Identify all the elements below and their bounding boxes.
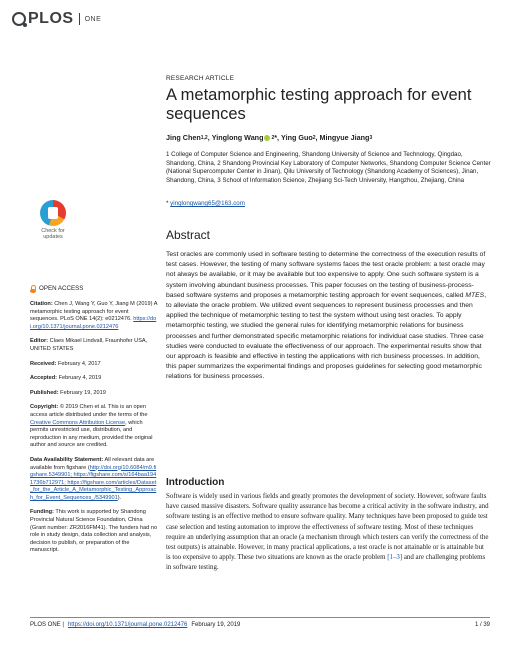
- author-name: [212, 133, 264, 142]
- data-availability-link[interactable]: http://doi.org/10.6084/m9.figshare.5349901; https://figshare.com/s/164baa1941736b712971; https://figshare.com/articles/Dataset_for_the_Article_A_Metamorphic_Testing_Approach_for_Event_Sequences_/5349901: [30, 464, 157, 501]
- footer-journal: PLOS ONE |: [30, 622, 64, 628]
- badge-label: Check for updates: [41, 228, 65, 241]
- footer-doi-link[interactable]: https://doi.org/10.1371/journal.pone.0212476: [67, 622, 188, 628]
- footer-date: February 19, 2019: [191, 622, 241, 628]
- abstract-text: Test oracles are commonly used in software testing to determine the correctness of the execution results of test cases. However, the testing of many software systems faces the test oracle problem: a test oracle may not always be available, or it may be available but too expensive to apply. One such software system is a system involving abundant business processes. This paper focuses on the testing of business-process-based software systems and proposes a metamorphic testing approach for event sequences, called MTES, to alleviate the oracle problem. We utilized event sequences to represent business processes and then applied the technique of metamorphic testing to test the system without using test oracles. To apply metamorphic testing, we studied the general rules for identifying metamorphic relations for business processes and further demonstrated specific metamorphic relations for individual case studies. Three case studies were conducted to evaluate the effectiveness of our approach. The experimental results show that our approach is feasible and effective in testing the applications with rich business processes. In addition, this paper summarizes the experimental findings and proposes guidelines for selecting good metamorphic relations for business processes.: [166, 251, 487, 381]
- check-for-updates-badge[interactable]: [38, 200, 68, 250]
- published-date: Published: February 19, 2019: [30, 389, 106, 396]
- author-affiliation-sup: 2: [312, 134, 316, 141]
- author-affiliation-sup: 1,2: [200, 134, 208, 141]
- reference-link[interactable]: [1–3]: [387, 554, 403, 562]
- received-date: Received: February 4, 2017: [30, 360, 101, 367]
- email-marker: *: [166, 200, 169, 207]
- article-title: A metamorphic testing approach for event sequences: [166, 86, 472, 123]
- author-name: Mingyue Jiang: [319, 133, 370, 142]
- citation-doi-link[interactable]: https://doi.org/10.1371/journal.pone.0212476: [30, 316, 157, 330]
- logo-divider: [79, 13, 80, 25]
- author-affiliation-sup: 3: [369, 134, 373, 141]
- accepted-date: Accepted: February 4, 2019: [30, 375, 102, 382]
- author-list: Jing Chen 1,2 , Yinglong Wang 2 *, Ying Guo 2 , Mingyue Jiang 3: [166, 133, 373, 142]
- email-link[interactable]: yinglongwang65@163.com: [170, 200, 245, 207]
- check-for-updates-icon: [40, 200, 66, 226]
- citation-block: Citation: Chen J, Wang Y, Guo Y, Jiang M (2019) A metamorphic testing approach for event sequences. PLoS ONE 14(2): e0212476. https://doi.org/10.1371/journal.pone.0212476: [30, 301, 158, 330]
- author-name: Jing Chen: [166, 133, 201, 142]
- author-link[interactable]: Yinglong Wang: [211, 133, 264, 142]
- abstract-heading: Abstract: [166, 228, 211, 242]
- page-footer: [30, 622, 490, 628]
- footer-divider: [30, 617, 490, 618]
- corresponding-email: [166, 200, 245, 207]
- orcid-icon[interactable]: [264, 135, 270, 141]
- funding-block: Funding: This work is supported by Shandong Provincial Natural Science Foundation, China (Grant number: ZR2016FM41). The funders had no role in study design, data collection and analysis, decision to publish, or preparation of the manuscript.: [30, 509, 158, 554]
- author-name: Ying Guo: [281, 133, 313, 142]
- page-number: 1 / 39: [474, 622, 490, 628]
- article-type: RESEARCH ARTICLE: [166, 75, 235, 82]
- article-sidebar: [30, 285, 158, 562]
- corresponding-mark: *,: [274, 133, 280, 142]
- abstract-mtes: MTES: [465, 291, 485, 299]
- license-link[interactable]: Creative Commons Attribution License: [30, 419, 126, 426]
- author-affiliation-sup: 2: [271, 134, 275, 141]
- logo-sub: ONE: [84, 15, 102, 23]
- plos-logo-icon: [12, 12, 26, 26]
- introduction-text: Software is widely used in various fields and greatly promotes the development of society. However, software faults have caused massive disasters. Software quality assurance has become a critical activity in the software industry, and software testing is an effective method to ensure software quality. Many techniques have been proposed to guide test case selection and testing automation to improve the effectiveness of software testing. Most of these techniques require an underlying assumption that an oracle (a mechanism through which testers can verify the correctness of the test outputs) is attainable. However, in many practical applications, a test oracle is not attainable or is attainable but is too expensive to apply. These two situations are known as the oracle problem [1–3] and are challenging problems in software testing.: [166, 493, 489, 572]
- open-access-lock-icon: [30, 285, 36, 293]
- introduction-heading: Introduction: [166, 477, 225, 488]
- affiliations: 1 College of Computer Science and Engineering, Shandong University of Science and Technology, Qingdao, Shandong, China, 2 Shandong Provincial Key Laboratory of Computer Networks, Shandong Computer Science Center (National Supercomputer Center in Jinan), Qilu University of Technology (Shandong Academy of Sciences), Jinan, Shandong, China, 3 School of Information Science, Zhejiang Sci-Tech University, Hangzhou, Zhejiang, China: [166, 151, 491, 184]
- editor-block: Editor: Claes Mikael Lindvall, Fraunhofer USA, UNITED STATES: [30, 338, 148, 352]
- logo-brand: PLOS: [28, 10, 74, 27]
- copyright-block: Copyright: © 2019 Chen et al. This is an open access article distributed under the terms of the Creative Commons Attribution License, which permits unrestricted use, distribution, and reproduction in any medium, provided the original author and source are credited.: [30, 404, 153, 449]
- data-availability-block: Data Availability Statement: All relevant data are available from figshare (http://doi.org/10.6084/m9.figshare.5349901; https://figshare.com/s/164baa1941736b712971; https://figshare.com/articles/Dataset_for_the_Article_A_Metamorphic_Testing_Approach_for_Event_Sequences_/5349901).: [30, 456, 157, 501]
- open-access-label: OPEN ACCESS: [30, 285, 158, 293]
- plos-one-logo: [12, 10, 101, 28]
